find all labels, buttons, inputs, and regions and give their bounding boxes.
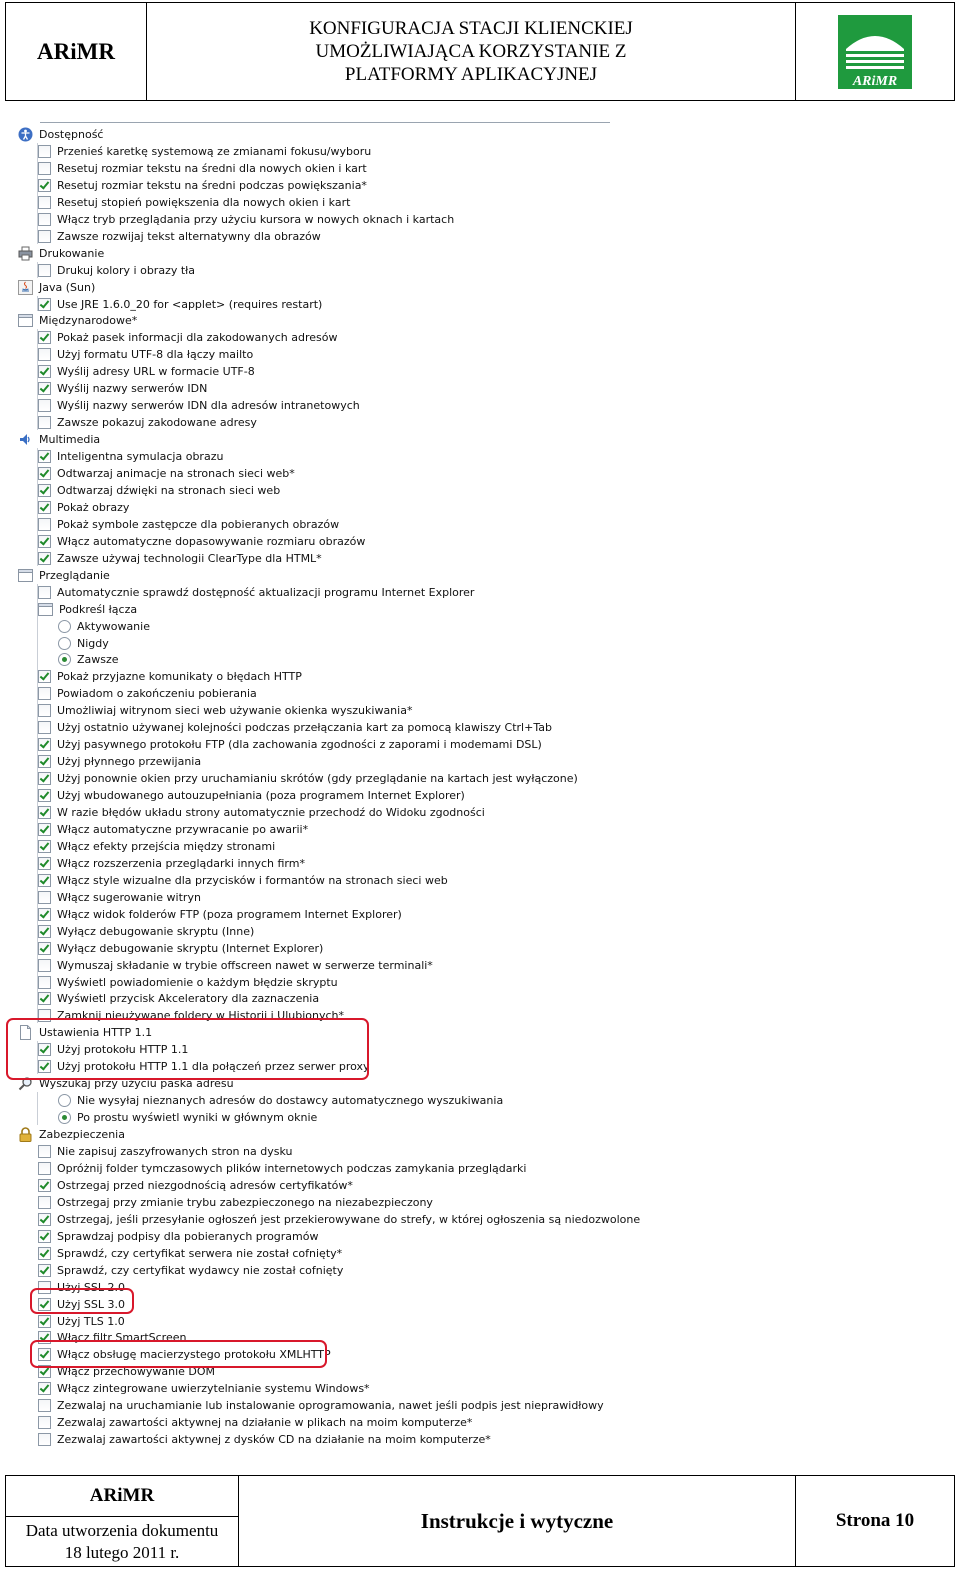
option-checkbox-row[interactable] — [38, 668, 302, 685]
tree-guide-line — [37, 584, 38, 1024]
option-label: Użyj wbudowanego autouzupełniania (poza programem Internet Explorer) — [57, 789, 465, 803]
option-checkbox-row[interactable] — [38, 262, 195, 279]
option-label: Przenieś karetkę systemową ze zmianami fokusu/wyboru — [57, 144, 372, 158]
checkbox-checked[interactable] — [38, 755, 51, 768]
option-checkbox-row[interactable] — [38, 1431, 491, 1448]
option-label: Zawsze pokazuj zakodowane adresy — [57, 416, 257, 430]
option-label: Use JRE 1.6.0_20 for <applet> (requires restart) — [57, 297, 323, 311]
checkbox-unchecked[interactable] — [38, 399, 51, 412]
option-label: Włącz automatyczne przywracanie po awarii* — [57, 822, 309, 836]
option-label: Włącz efekty przejścia między stronami — [57, 839, 276, 853]
checkbox-unchecked[interactable] — [38, 704, 51, 717]
checkbox-checked[interactable] — [38, 738, 51, 751]
checkbox-checked[interactable] — [38, 1247, 51, 1260]
option-label: Pokaż przyjazne komunikaty o błędach HTTP — [57, 670, 302, 684]
underline-links-icon — [38, 602, 53, 617]
checkbox-checked[interactable] — [38, 331, 51, 344]
title-line: PLATFORMY APLIKACYJNEJ — [344, 64, 598, 85]
checkbox-checked[interactable] — [38, 501, 51, 514]
option-checkbox-row[interactable] — [38, 482, 280, 499]
arimr-logo — [796, 3, 954, 100]
checkbox-checked[interactable] — [38, 1315, 51, 1328]
option-label: Włącz obsługę macierzystego protokołu XMLHTTP — [57, 1348, 331, 1362]
option-checkbox-row[interactable] — [38, 397, 360, 414]
option-checkbox-row[interactable] — [38, 855, 305, 872]
option-checkbox-row[interactable] — [38, 160, 367, 177]
option-checkbox-row[interactable] — [38, 414, 257, 431]
option-label: Zabezpieczenia — [39, 1128, 125, 1142]
option-checkbox-row[interactable] — [38, 177, 367, 194]
option-label: Nie zapisuj zaszyfrowanych stron na dysku — [57, 1145, 293, 1158]
checkbox-unchecked[interactable] — [38, 196, 51, 209]
tree-guide-line — [37, 262, 38, 278]
option-label: Sprawdź, czy certyfikat wydawcy nie został cofnięty — [57, 1263, 344, 1277]
checkbox-unchecked[interactable] — [38, 1399, 51, 1412]
option-label: W razie błędów układu strony automatycznie przechodź do Widoku zgodności — [57, 806, 485, 819]
checkbox-unchecked[interactable] — [38, 518, 51, 531]
option-label: Ustawienia HTTP 1.1 — [39, 1026, 153, 1040]
option-label: Pokaż symbole zastępcze dla pobieranych obrazów — [57, 517, 340, 531]
checkbox-checked[interactable] — [38, 789, 51, 802]
option-radio-row[interactable] — [58, 1109, 317, 1126]
option-label: Ostrzegaj, jeśli przesyłanie ogłoszeń jest przekierowywane do strefy, w której ogłoszenia są niedozwolone — [57, 1212, 641, 1226]
option-checkbox-row[interactable] — [38, 1228, 318, 1245]
option-label: Ostrzegaj przed niezgodnością adresów certyfikatów* — [57, 1178, 353, 1192]
option-checkbox-row[interactable] — [38, 1194, 433, 1211]
option-label: Zezwalaj na uruchamianie lub instalowanie oprogramowania, nawet jeśli podpis jest nieprawidłowy — [57, 1399, 604, 1413]
option-radio-row[interactable] — [58, 1092, 503, 1109]
option-checkbox-row[interactable] — [38, 804, 485, 821]
checkbox-unchecked[interactable] — [38, 162, 51, 175]
option-checkbox-row[interactable] — [38, 465, 295, 482]
option-checkbox-row[interactable] — [38, 584, 474, 601]
option-label: Pokaż obrazy — [57, 500, 130, 514]
option-label: Resetuj stopień powiększenia dla nowych okien i kart — [57, 195, 351, 209]
highlight-xmlhttp — [30, 1340, 327, 1368]
highlight-http11 — [6, 1018, 369, 1080]
checkbox-checked[interactable] — [38, 806, 51, 819]
option-checkbox-row[interactable] — [38, 787, 465, 804]
option-checkbox-row[interactable] — [38, 211, 454, 228]
footer-date-label: Data utworzenia dokumentu — [25, 1520, 219, 1540]
option-category — [18, 279, 95, 296]
checkbox-checked[interactable] — [38, 670, 51, 683]
option-checkbox-row[interactable] — [38, 990, 319, 1007]
option-category — [18, 431, 100, 448]
checkbox-checked[interactable] — [38, 942, 51, 955]
checkbox-checked[interactable] — [38, 840, 51, 853]
title-line: KONFIGURACJA STACJI KLIENCKIEJ — [309, 18, 633, 39]
multimedia-icon — [18, 432, 33, 447]
document-title — [147, 3, 796, 100]
option-checkbox-row[interactable] — [38, 872, 448, 889]
checkbox-unchecked[interactable] — [38, 416, 51, 429]
option-label: Użyj SSL 3.0 — [57, 1297, 125, 1311]
checkbox-checked[interactable] — [38, 552, 51, 565]
option-label: Użyj ostatnio używanej kolejności podczas przełączania kart za pomocą klawiszy Ctrl+Tab — [57, 721, 552, 735]
option-label: Wymuszaj składanie w trybie offscreen nawet w serwerze terminali* — [57, 958, 433, 972]
option-label: Wyślij nazwy serwerów IDN — [57, 382, 208, 396]
option-checkbox-row[interactable] — [38, 296, 322, 313]
option-checkbox-row[interactable] — [38, 753, 201, 770]
radio-selected[interactable] — [58, 653, 71, 666]
option-label: Międzynarodowe* — [39, 314, 138, 328]
option-checkbox-row[interactable] — [38, 821, 308, 838]
option-checkbox-row[interactable] — [38, 889, 201, 906]
checkbox-checked[interactable] — [38, 1230, 51, 1243]
logo-text: ARiMR — [852, 73, 898, 89]
option-checkbox-row[interactable] — [38, 550, 322, 567]
checkbox-checked[interactable] — [38, 382, 51, 395]
option-label: Zawsze używaj technologii ClearType dla HTML* — [57, 551, 322, 565]
option-label: Multimedia — [39, 433, 101, 447]
footer-page-number: Strona 10 — [835, 1510, 915, 1531]
browsing-icon — [18, 568, 33, 583]
option-label: Włącz przechowywanie DOM — [57, 1365, 216, 1379]
option-label: Java (Sun) — [39, 280, 96, 294]
checkbox-checked[interactable] — [38, 1179, 51, 1192]
checkbox-unchecked[interactable] — [38, 1196, 51, 1209]
checkbox-unchecked[interactable] — [38, 230, 51, 243]
option-checkbox-row[interactable] — [38, 923, 254, 940]
option-label: Podkreśl łącza — [59, 602, 138, 616]
checkbox-checked[interactable] — [38, 1264, 51, 1277]
option-label: Wyślij nazwy serwerów IDN dla adresów intranetowych — [57, 399, 360, 413]
checkbox-checked[interactable] — [38, 857, 51, 870]
option-label: Wyświetl przycisk Akceleratory dla zaznaczenia — [57, 992, 320, 1006]
option-label: Zawsze rozwijaj tekst alternatywny dla obrazów — [57, 229, 321, 243]
option-label: Włącz filtr SmartScreen — [57, 1331, 187, 1345]
accessibility-icon — [18, 127, 33, 142]
option-checkbox-row[interactable] — [38, 499, 129, 516]
option-label: Po prostu wyświetl wyniki w głównym oknie — [77, 1111, 318, 1125]
option-label: Wyślij adresy URL w formacie UTF-8 — [57, 365, 255, 379]
option-label: Nigdy — [77, 636, 109, 650]
option-checkbox-row[interactable] — [38, 448, 223, 465]
option-checkbox-row[interactable] — [38, 702, 412, 719]
checkbox-unchecked[interactable] — [38, 348, 51, 361]
option-label: Włącz tryb przeglądania przy użyciu kursora w nowych oknach i kartach — [57, 212, 455, 226]
option-label: Zezwalaj zawartości aktywnej z dysków CD na działanie na moim komputerze* — [57, 1433, 491, 1447]
option-label: Sprawdzaj podpisy dla pobieranych programów — [57, 1229, 319, 1243]
checkbox-unchecked[interactable] — [38, 213, 51, 226]
option-radio-row[interactable] — [58, 618, 150, 635]
option-label: Umożliwiaj witrynom sieci web używanie okienka wyszukiwania* — [57, 704, 413, 718]
checkbox-checked[interactable] — [38, 450, 51, 463]
checkbox-unchecked[interactable] — [38, 1145, 51, 1158]
option-label: Przeglądanie — [39, 568, 110, 582]
option-checkbox-row[interactable] — [38, 1262, 343, 1279]
tree-guide-line — [37, 1092, 38, 1125]
header-org: ARiMR — [6, 3, 147, 100]
option-label: Sprawdź, czy certyfikat serwera nie został cofnięty* — [57, 1246, 343, 1260]
radio-unselected[interactable] — [58, 1094, 71, 1107]
option-label: Użyj protokołu HTTP 1.1 dla połączeń przez serwer proxy — [57, 1060, 370, 1074]
option-checkbox-row[interactable] — [38, 1380, 370, 1397]
option-checkbox-row[interactable] — [38, 957, 433, 974]
option-checkbox-row[interactable] — [38, 974, 338, 991]
checkbox-checked[interactable] — [38, 1213, 51, 1226]
option-checkbox-row[interactable] — [38, 516, 339, 533]
checkbox-unchecked[interactable] — [38, 1162, 51, 1175]
option-label: Automatycznie sprawdź dostępność aktualizacji programu Internet Explorer — [57, 585, 475, 599]
option-label: Drukowanie — [39, 246, 105, 260]
footer-left — [6, 1476, 239, 1566]
highlight-ssl30 — [30, 1288, 134, 1314]
option-checkbox-row[interactable] — [38, 1313, 125, 1330]
option-radio-row[interactable] — [58, 635, 109, 652]
option-checkbox-row[interactable] — [38, 1414, 472, 1431]
option-checkbox-row[interactable] — [38, 1160, 526, 1177]
option-label: Wyłącz debugowanie skryptu (Inne) — [57, 924, 255, 938]
checkbox-checked[interactable] — [38, 484, 51, 497]
option-label: Użyj protokołu HTTP 1.1 — [57, 1043, 189, 1057]
option-label: Dostępność — [39, 128, 104, 141]
option-label: Resetuj rozmiar tekstu na średni podczas powiększania* — [57, 178, 367, 192]
option-checkbox-row[interactable] — [38, 380, 207, 397]
checkbox-unchecked[interactable] — [38, 1433, 51, 1446]
option-subcategory — [38, 601, 137, 618]
option-label: Ostrzegaj przy zmianie trybu zabezpieczonego na niezabezpieczony — [57, 1195, 433, 1209]
title-line: UMOŻLIWIAJĄCA KORZYSTANIE Z — [315, 41, 627, 62]
option-label: Zezwalaj zawartości aktywnej na działanie w plikach na moim komputerze* — [57, 1416, 473, 1430]
printer-icon — [18, 246, 33, 261]
option-checkbox-row[interactable] — [38, 363, 255, 380]
option-label: Opróżnij folder tymczasowych plików internetowych podczas zamykania przeglądarki — [57, 1161, 527, 1175]
checkbox-unchecked[interactable] — [38, 976, 51, 989]
checkbox-unchecked[interactable] — [38, 586, 51, 599]
checkbox-checked[interactable] — [38, 179, 51, 192]
option-checkbox-row[interactable] — [38, 143, 371, 160]
option-checkbox-row[interactable] — [38, 736, 542, 753]
option-label: Inteligentna symulacja obrazu — [57, 450, 224, 464]
option-checkbox-row[interactable] — [38, 1397, 604, 1414]
tree-guide-line — [37, 296, 38, 312]
page-header — [5, 2, 955, 101]
international-icon — [18, 313, 33, 328]
checkbox-unchecked[interactable] — [38, 145, 51, 158]
option-label: Użyj formatu UTF-8 dla łączy mailto — [57, 348, 254, 362]
checkbox-checked[interactable] — [38, 535, 51, 548]
option-label: Zamknij nieużywane foldery w Historii i Ulubionych* — [57, 1009, 345, 1023]
option-radio-row[interactable] — [58, 651, 119, 668]
checkbox-unchecked[interactable] — [38, 264, 51, 277]
lock-icon — [18, 1127, 33, 1142]
option-checkbox-row[interactable] — [38, 838, 275, 855]
radio-unselected[interactable] — [58, 637, 71, 650]
option-label: Użyj ponownie okien przy uruchamianiu skrótów (gdy przeglądanie na kartach jest wyłączone) — [57, 772, 578, 786]
option-checkbox-row[interactable] — [38, 1211, 640, 1228]
option-checkbox-row[interactable] — [38, 533, 365, 550]
option-label: Powiadom o zakończeniu pobierania — [57, 687, 257, 701]
option-checkbox-row[interactable] — [38, 940, 323, 957]
option-label: Włącz style wizualne dla przycisków i formantów na stronach sieci web — [57, 873, 448, 887]
footer-date-block — [6, 1517, 238, 1566]
option-label: Użyj pasywnego protokołu FTP (dla zachowania zgodności z zaporami i modemami DSL) — [57, 738, 542, 752]
checkbox-checked[interactable] — [38, 823, 51, 836]
option-checkbox-row[interactable] — [38, 346, 253, 363]
option-label: Użyj płynnego przewijania — [57, 755, 202, 769]
option-checkbox-row[interactable] — [38, 194, 350, 211]
checkbox-checked[interactable] — [38, 908, 51, 921]
tree-guide-line — [37, 448, 38, 566]
option-label: Użyj SSL 2.0 — [57, 1280, 125, 1294]
option-checkbox-row[interactable] — [38, 329, 338, 346]
option-label: Włącz automatyczne dopasowywanie rozmiaru obrazów — [57, 534, 366, 548]
checkbox-checked[interactable] — [38, 298, 51, 311]
checkbox-unchecked[interactable] — [38, 959, 51, 972]
option-label: Odtwarzaj dźwięki na stronach sieci web — [57, 483, 281, 497]
checkbox-unchecked[interactable] — [38, 1416, 51, 1429]
option-label: Wyszukaj przy użyciu paska adresu — [39, 1077, 234, 1091]
page-footer — [5, 1475, 955, 1567]
option-checkbox-row[interactable] — [38, 228, 321, 245]
option-category — [18, 567, 110, 584]
option-label: Aktywowanie — [77, 619, 150, 633]
option-label: Włącz sugerowanie witryn — [57, 890, 201, 904]
option-label: Drukuj kolory i obrazy tła — [57, 263, 196, 277]
checkbox-checked[interactable] — [38, 467, 51, 480]
option-checkbox-row[interactable] — [38, 1143, 292, 1160]
checkbox-checked[interactable] — [38, 365, 51, 378]
option-checkbox-row[interactable] — [38, 1245, 342, 1262]
option-label: Użyj TLS 1.0 — [57, 1314, 125, 1328]
option-checkbox-row[interactable] — [38, 770, 578, 787]
option-label: Odtwarzaj animacje na stronach sieci web* — [57, 467, 295, 480]
checkbox-unchecked[interactable] — [38, 687, 51, 700]
option-label: Wyłącz debugowanie skryptu (Internet Explorer) — [57, 941, 324, 955]
checkbox-unchecked[interactable] — [38, 891, 51, 904]
option-label: Wyświetl powiadomienie o każdym błędzie skryptu — [57, 975, 338, 989]
option-checkbox-row[interactable] — [38, 719, 552, 736]
option-category — [18, 312, 137, 329]
option-category — [18, 245, 104, 262]
option-label: Pokaż pasek informacji dla zakodowanych adresów — [57, 331, 338, 345]
tree-guide-line — [37, 143, 38, 244]
option-checkbox-row[interactable] — [38, 906, 402, 923]
checkbox-checked[interactable] — [38, 992, 51, 1005]
option-category — [18, 126, 103, 143]
option-label: Włącz rozszerzenia przeglądarki innych firm* — [57, 856, 305, 870]
tree-guide-line — [37, 329, 38, 430]
checkbox-checked[interactable] — [38, 1382, 51, 1395]
footer-date: 18 lutego 2011 r. — [64, 1542, 180, 1562]
option-label: Włącz widok folderów FTP (poza programem Internet Explorer) — [57, 907, 402, 921]
java-icon — [18, 280, 33, 295]
checkbox-checked[interactable] — [38, 772, 51, 785]
checkbox-checked[interactable] — [38, 925, 51, 938]
checkbox-checked[interactable] — [38, 874, 51, 887]
option-checkbox-row[interactable] — [38, 1177, 353, 1194]
checkbox-unchecked[interactable] — [38, 721, 51, 734]
option-checkbox-row[interactable] — [38, 685, 257, 702]
option-category — [18, 1126, 125, 1143]
arimr-logo-icon — [838, 15, 912, 89]
option-label: Włącz zintegrowane uwierzytelnianie systemu Windows* — [57, 1382, 370, 1396]
footer-doc-type: Instrukcje i wytyczne — [239, 1476, 796, 1566]
list-top-border — [40, 122, 610, 123]
radio-unselected[interactable] — [58, 620, 71, 633]
option-label: Zawsze — [77, 653, 119, 667]
radio-selected[interactable] — [58, 1111, 71, 1124]
footer-org: ARiMR — [6, 1476, 238, 1517]
option-label: Nie wysyłaj nieznanych adresów do dostawcy automatycznego wyszukiwania — [77, 1094, 504, 1108]
option-label: Resetuj rozmiar tekstu na średni dla nowych okien i kart — [57, 161, 367, 175]
